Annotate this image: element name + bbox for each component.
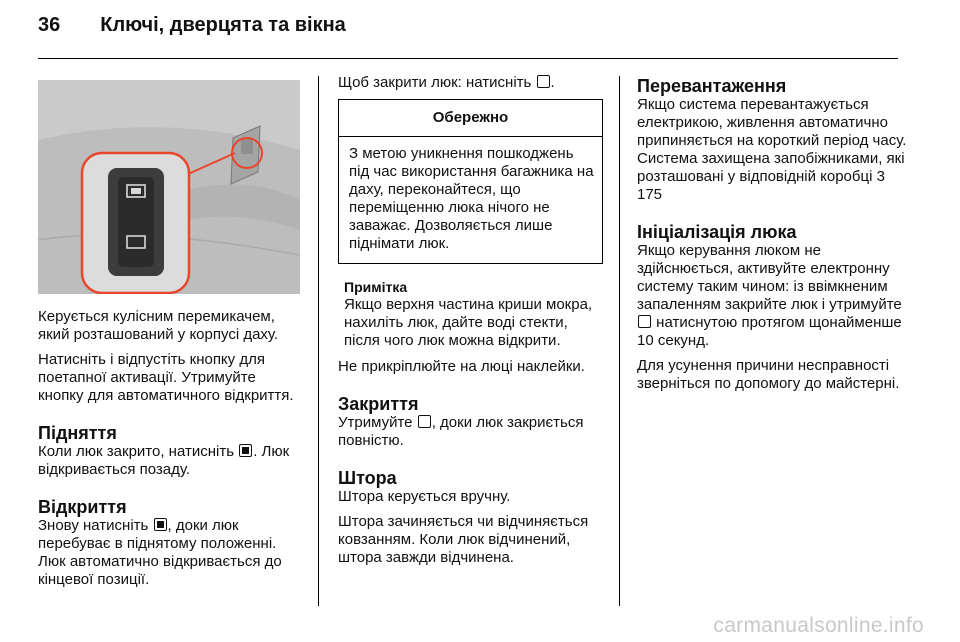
heading-overload: Перевантаження bbox=[637, 76, 787, 96]
service-paragraph: Для усунення причини несправності зверніться по допомогу до майстерні. bbox=[637, 357, 900, 392]
watermark: carmanualsonline.info bbox=[713, 614, 924, 637]
close-text-a: Щоб закрити люк: натисніть bbox=[338, 74, 532, 91]
close-paragraph bbox=[338, 74, 603, 92]
sunroof-close-button-icon bbox=[638, 315, 651, 328]
note-heading: Примітка bbox=[344, 279, 408, 295]
warning-title: Обережно bbox=[339, 100, 602, 137]
intro-paragraph-2: Натисніть і відпустіть кнопку для поетапної активації. Утримуйте кнопку для автоматичного відкриття. bbox=[38, 351, 294, 404]
sunroof-switch-illustration bbox=[38, 80, 300, 294]
column-2 bbox=[338, 74, 603, 574]
note-text: Якщо верхня частина криши мокра, нахиліть люк, дайте воді стекти, після чого люк можна відкрити. bbox=[344, 296, 593, 349]
page-header bbox=[38, 14, 346, 37]
page-reference-link[interactable]: 3 175 bbox=[637, 168, 885, 203]
heading-blind: Штора bbox=[338, 468, 397, 488]
warning-text: З метою уникнення пошкоджень під час використання багажника на даху, переконайтеся, що переміщенню люка нічого не заважає. Дозволяється лише піднімати люк. bbox=[349, 145, 594, 252]
closing-text-a: Утримуйте bbox=[338, 414, 413, 431]
heading-lift: Підняття bbox=[38, 423, 117, 443]
closing-paragraph bbox=[338, 414, 603, 450]
heading-init: Ініціалізація люка bbox=[637, 222, 797, 242]
overload-text: Якщо система перевантажується електрикою, живлення автоматично припиняється на короткий період часу. Система захищена запобіжниками, які розташовані у відповідній коробці bbox=[637, 96, 907, 185]
heading-open: Відкриття bbox=[38, 497, 127, 517]
column-divider-1 bbox=[318, 76, 319, 606]
init-text-a: Якщо керування люком не здійснюється, активуйте електронну систему таким чином: із ввімкненим запаленням закрийте люк і утримуйте bbox=[637, 242, 902, 313]
sunroof-tilt-button-icon bbox=[154, 518, 167, 531]
sunroof-close-button-icon bbox=[418, 415, 431, 428]
sticker-paragraph: Не прикріплюйте на люці наклейки. bbox=[338, 358, 585, 375]
init-text-b: натиснутою протягом щонайменше 10 секунд. bbox=[637, 314, 902, 349]
init-paragraph bbox=[637, 242, 907, 350]
lift-text-b: . Люк відкривається позаду. bbox=[38, 443, 290, 478]
overload-paragraph bbox=[637, 96, 907, 204]
sunroof-close-button-icon bbox=[537, 75, 550, 88]
column-1 bbox=[38, 74, 300, 596]
close-text-b: . bbox=[550, 74, 555, 91]
open-text-a: Знову натисніть bbox=[38, 517, 149, 534]
open-paragraph bbox=[38, 517, 300, 589]
intro-paragraph-1: Керується кулісним перемикачем, який розташований у корпусі даху. bbox=[38, 308, 279, 343]
note-block bbox=[338, 278, 603, 350]
closing-text-b: , доки люк закриється повністю. bbox=[338, 414, 584, 449]
column-3 bbox=[637, 74, 907, 400]
open-text-b: , доки люк перебуває в піднятому положенні. Люк автоматично відкривається до кінцевої позиції. bbox=[38, 517, 282, 588]
blind-paragraph-2: Штора зачиняється чи відчиняється ковзанням. Коли люк відчинений, штора завжди відчинена. bbox=[338, 513, 589, 566]
column-divider-2 bbox=[619, 76, 620, 606]
blind-paragraph-1: Штора керується вручну. bbox=[338, 488, 511, 505]
heading-closing: Закриття bbox=[338, 394, 419, 414]
header-rule bbox=[38, 58, 898, 59]
warning-box bbox=[338, 99, 603, 264]
lift-paragraph bbox=[38, 443, 300, 479]
page-number: 36 bbox=[38, 14, 61, 36]
sunroof-tilt-button-icon bbox=[239, 444, 252, 457]
page-title: Ключі, дверцята та вікна bbox=[100, 14, 346, 36]
lift-text-a: Коли люк закрито, натисніть bbox=[38, 443, 235, 460]
